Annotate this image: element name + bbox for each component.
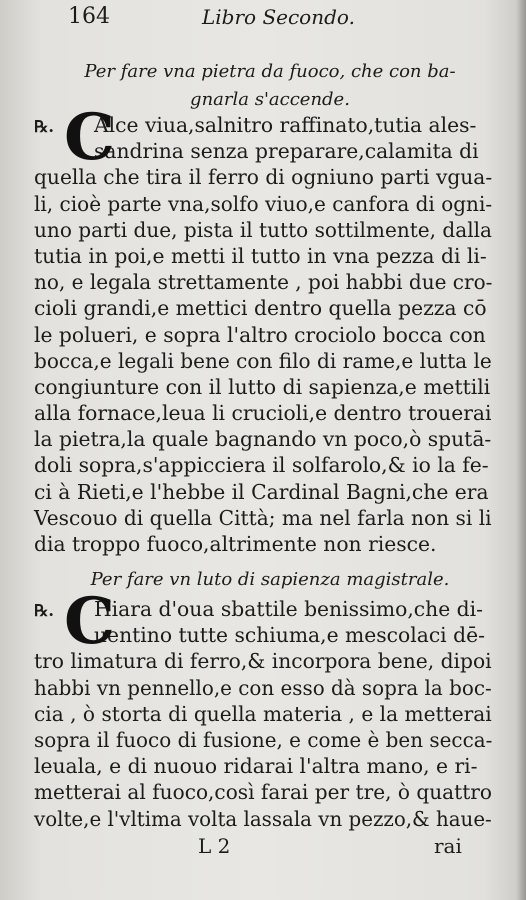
- text-line: sopra il fuoco di fusione, e come è ben secca-: [34, 727, 493, 752]
- recipe-body: [34, 584, 493, 832]
- running-head: Libro Secondo.: [202, 5, 355, 29]
- text-line: cioli grandi,e mettici dentro quella pezza cō: [34, 296, 487, 321]
- recipe-title-line: gnarla s'accende.: [190, 89, 350, 110]
- text-line: Vescouo di quella Città; ma nel farla non si li: [34, 505, 492, 530]
- page-gutter-shadow: [516, 0, 526, 900]
- text-line: leuala, e di nuouo ridarai l'altra mano, e ri-: [34, 754, 478, 779]
- text-line: volte,e l'vltima volta lassala vn pezzo,& haue-: [34, 806, 492, 831]
- text-line: dia troppo fuoco,altrimente non riesce.: [34, 532, 437, 556]
- recipe-title-line: Per fare vna pietra da fuoco, che con ba-: [84, 61, 456, 82]
- page-number: 164: [68, 4, 110, 29]
- drop-cap: C: [64, 100, 115, 175]
- text-line: metterai al fuoco,così farai per tre, ò quattro: [34, 780, 493, 805]
- text-line: alla fornace,leua li crucioli,e dentro trouerai: [34, 401, 492, 426]
- text-line: sandrina senza preparare,calamita di: [94, 139, 479, 164]
- text-line: bocca,e legali bene con filo di rame,e lutta le: [34, 348, 492, 373]
- recipe-symbol: ℞.: [34, 117, 54, 136]
- catchword: rai: [434, 834, 462, 858]
- text-line: tro limatura di ferro,& incorpora bene, dipoi: [34, 649, 492, 674]
- recipe-title: [60, 566, 480, 594]
- text-line: cia , ò storta di quella materia , e la metterai: [34, 701, 492, 726]
- text-line: ci à Rieti,e l'hebbe il Cardinal Bagni,che era: [34, 479, 489, 504]
- text-line: li, cioè parte vna,solfo viuo,e canfora di ogni-: [34, 191, 493, 216]
- text-line: la pietra,la quale bagnando vn poco,ò sputā-: [34, 427, 492, 452]
- text-line: uentino tutte schiuma,e mescolaci dē-: [94, 623, 485, 648]
- text-line: Alce viua,salnitro raffinato,tutia ales-: [94, 113, 477, 137]
- text-line: doli sopra,s'appicciera il solfarolo,& io la fe-: [34, 453, 489, 478]
- page-footer: [0, 834, 526, 864]
- text-line: no, e legala strettamente , poi habbi due cro-: [34, 270, 493, 295]
- page-header: [68, 4, 368, 30]
- text-line: quella che tira il ferro di ogniuno parti vgua-: [34, 165, 493, 190]
- drop-cap: C: [64, 584, 115, 659]
- text-line: uno parti due, pista il tutto sottilmente, dalla: [34, 217, 493, 242]
- text-line: tutia in poi,e metti il tutto in vna pezza di li-: [34, 243, 487, 268]
- recipe-title-line: Per fare vn luto di sapienza magistrale.: [90, 569, 450, 590]
- text-line: habbi vn pennello,e con esso dà sopra la boc-: [34, 675, 492, 700]
- recipe-body: [34, 100, 493, 557]
- recipe-title: [60, 58, 480, 114]
- signature-mark: L 2: [198, 834, 231, 858]
- text-line: congiunture con il lutto di sapienza,e mettili: [34, 374, 491, 399]
- text-line: Hiara d'oua sbattile benissimo,che di-: [94, 597, 483, 621]
- text-line: le polueri, e sopra l'altro crociolo bocca con: [34, 322, 486, 347]
- recipe-symbol: ℞.: [34, 601, 54, 620]
